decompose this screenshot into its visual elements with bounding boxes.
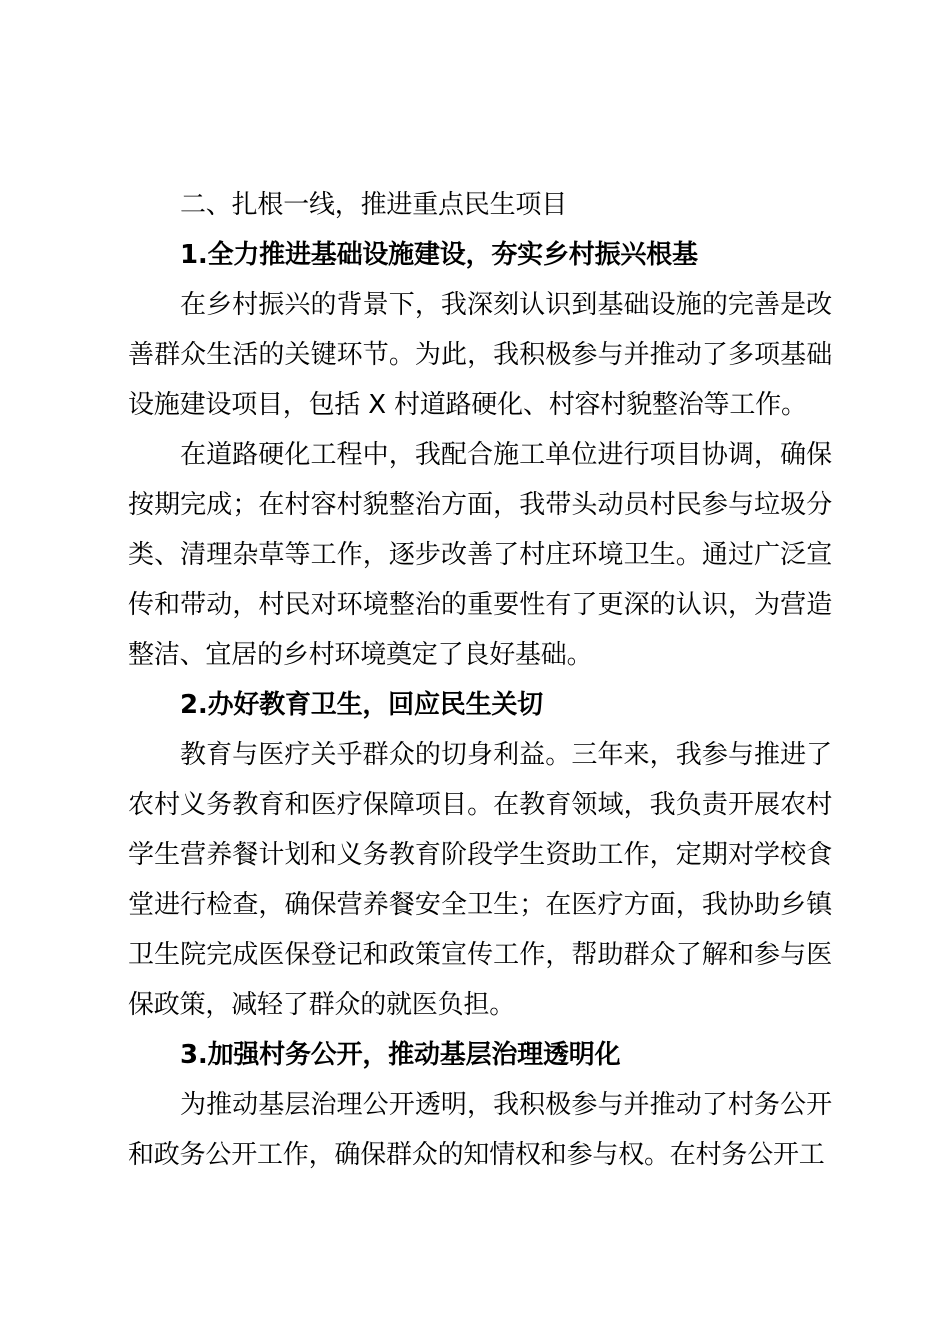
paragraph-village-affairs: 为推动基层治理公开透明，我积极参与并推动了村务公开和政务公开工作，确保群众的知情权和参与权。在村务公开工 — [128, 1090, 832, 1170]
section-heading: 二、扎根一线，推进重点民生项目 — [180, 190, 568, 220]
paragraph-road-and-village: 在道路硬化工程中，我配合施工单位进行项目协调，确保按期完成；在村容村貌整治方面，我带头动员村民参与垃圾分类、清理杂草等工作，逐步改善了村庄环境卫生。通过广泛宣传和带动，村民对环境整治的重要性有了更深的认识，为营造整洁、宜居的乡村环境奠定了良好基础。 — [128, 440, 832, 670]
document-page — [128, 180, 832, 1180]
subheading-education-health: 2.办好教育卫生，回应民生关切 — [180, 690, 543, 720]
paragraph-education-health: 教育与医疗关乎群众的切身利益。三年来，我参与推进了农村义务教育和医疗保障项目。在教育领域，我负责开展农村学生营养餐计划和义务教育阶段学生资助工作，定期对学校食堂进行检查，确保营养餐安全卫生；在医疗方面，我协助乡镇卫生院完成医保登记和政策宣传工作，帮助群众了解和参与医保政策，减轻了群众的就医负担。 — [128, 740, 832, 1020]
paragraph-infrastructure-intro: 在乡村振兴的背景下，我深刻认识到基础设施的完善是改善群众生活的关键环节。为此，我积极参与并推动了多项基础设施建设项目，包括 X 村道路硬化、村容村貌整治等工作。 — [128, 290, 832, 420]
subheading-village-affairs: 3.加强村务公开，推动基层治理透明化 — [180, 1040, 621, 1070]
subheading-infrastructure: 1.全力推进基础设施建设，夯实乡村振兴根基 — [180, 240, 698, 270]
